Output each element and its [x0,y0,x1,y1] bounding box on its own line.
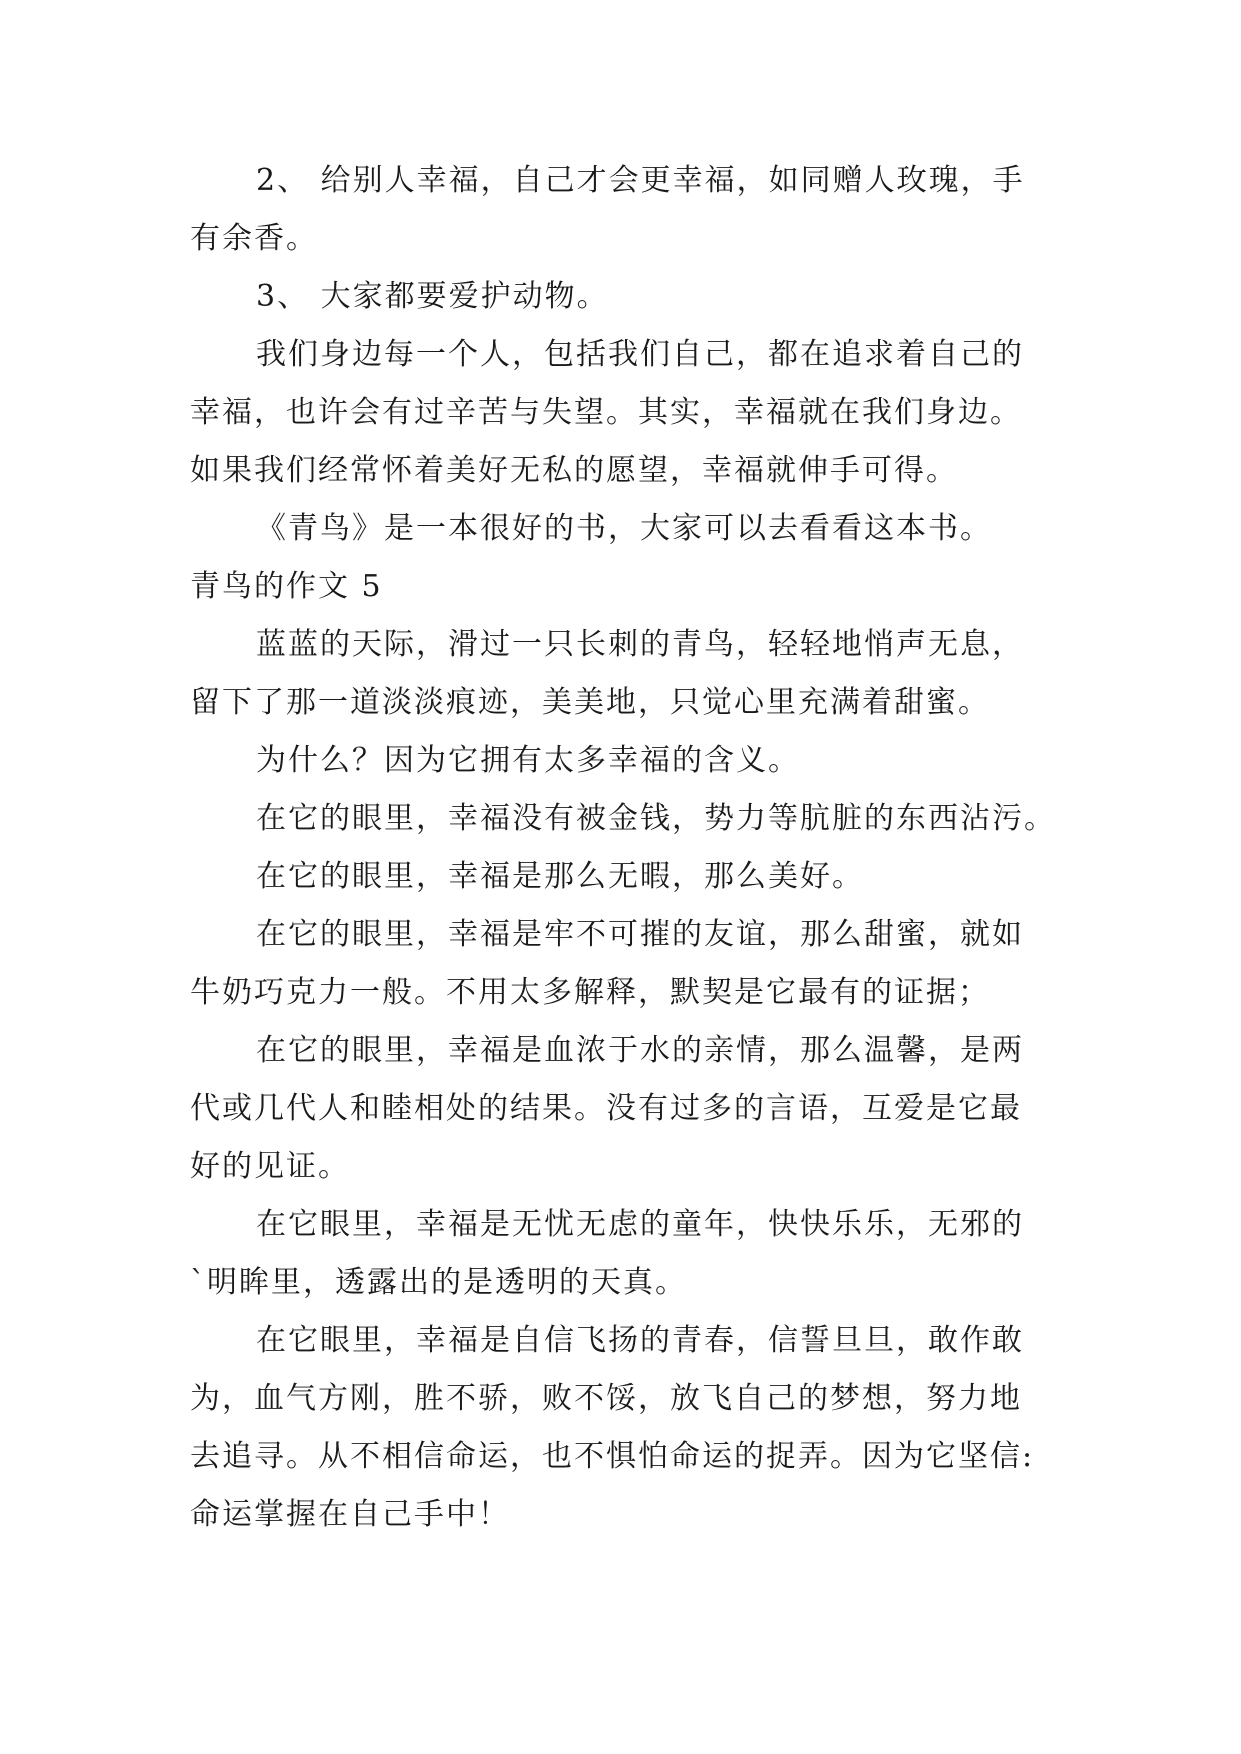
paragraph-line: 有余香。 [190,221,318,256]
paragraph-line: 为，血气方刚，胜不骄，败不馁，放飞自己的梦想，努力地 [190,1381,1022,1416]
paragraph-line: `明眸里，透露出的是透明的天真。 [190,1265,687,1300]
paragraph-line: 在它的眼里，幸福是牢不可摧的友谊，那么甜蜜，就如 [256,917,1024,952]
paragraph-line: 蓝蓝的天际，滑过一只长刺的青鸟，轻轻地悄声无息， [256,627,1024,662]
paragraph-line: 去追寻。从不相信命运，也不惧怕命运的捉弄。因为它坚信: [190,1439,1035,1474]
paragraph-line: 在它的眼里，幸福没有被金钱，势力等肮脏的东西沾污。 [256,801,1056,836]
paragraph-line: 留下了那一道淡淡痕迹，美美地，只觉心里充满着甜蜜。 [190,685,990,720]
paragraph-line: 在它的眼里，幸福是那么无暇，那么美好。 [256,859,864,894]
paragraph-line: 在它眼里，幸福是自信飞扬的青春，信誓旦旦，敢作敢 [256,1323,1024,1358]
paragraph-line: 如果我们经常怀着美好无私的愿望，幸福就伸手可得。 [190,453,958,488]
section-heading: 青鸟的作文 5 [190,569,383,604]
paragraph-line: 好的见证。 [190,1149,350,1184]
document-page [190,152,1070,1544]
paragraph-line: 2、 给别人幸福，自己才会更幸福，如同赠人玫瑰，手 [256,163,1025,198]
paragraph-line: 为什么？因为它拥有太多幸福的含义。 [256,743,800,778]
paragraph-line: 代或几代人和睦相处的结果。没有过多的言语，互爱是它最 [190,1091,1022,1126]
paragraph-line: 牛奶巧克力一般。不用太多解释，默契是它最有的证据； [190,975,990,1010]
paragraph-line: 3、 大家都要爱护动物。 [256,279,609,314]
paragraph-line: 在它眼里，幸福是无忧无虑的童年，快快乐乐，无邪的 [256,1207,1024,1242]
paragraph-line: 我们身边每一个人，包括我们自己，都在追求着自己的 [256,337,1024,372]
paragraph-line: 幸福，也许会有过辛苦与失望。其实，幸福就在我们身边。 [190,395,1022,430]
paragraph-line: 《青鸟》是一本很好的书，大家可以去看看这本书。 [256,511,992,546]
paragraph-line: 命运掌握在自己手中！ [190,1497,510,1532]
paragraph-line: 在它的眼里，幸福是血浓于水的亲情，那么温馨，是两 [256,1033,1024,1068]
